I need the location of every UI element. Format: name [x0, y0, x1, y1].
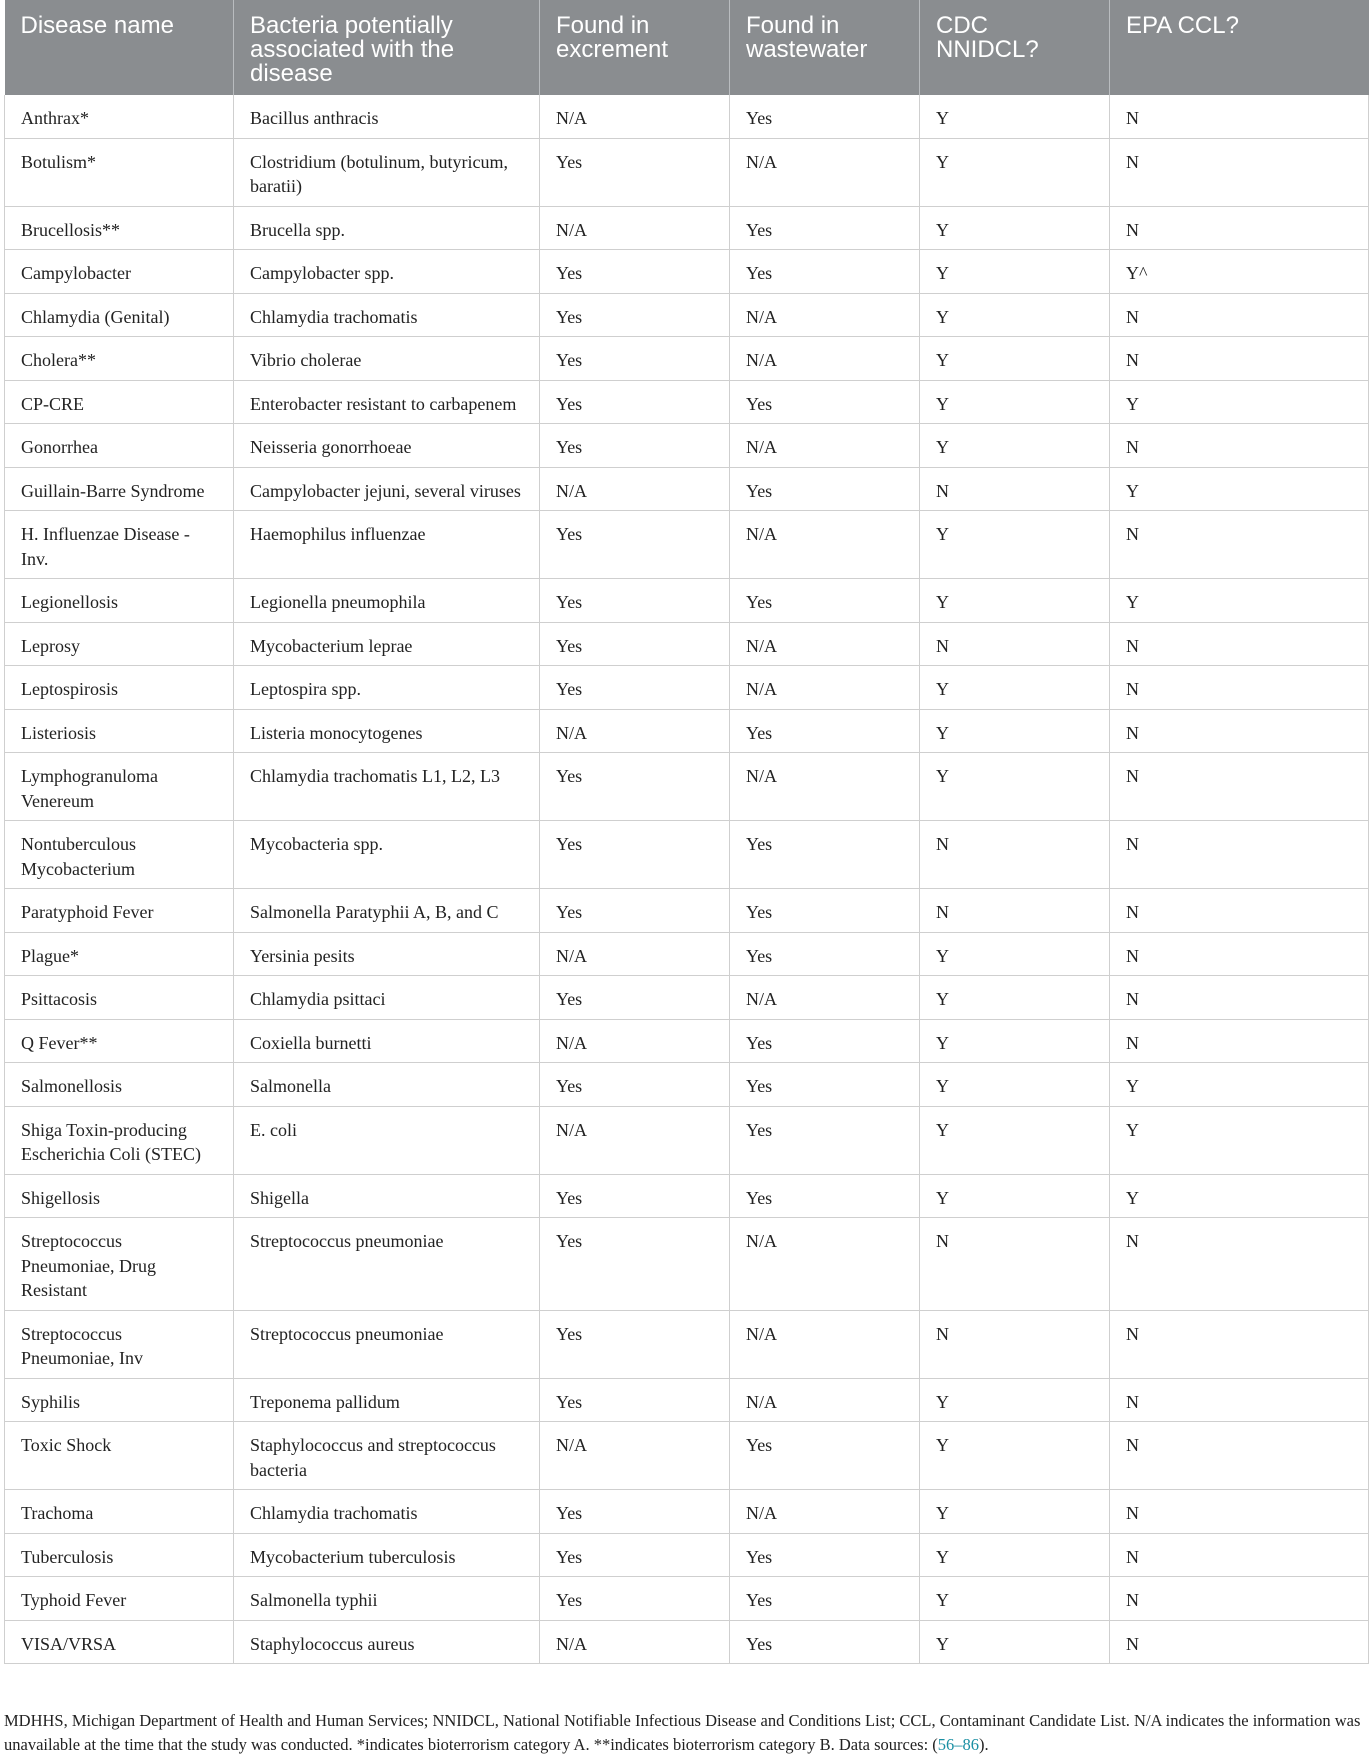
- excrement-cell: Yes: [540, 511, 730, 579]
- table-row: [5, 1218, 1369, 1311]
- cdc-nnidcl-cell: Y: [920, 1174, 1110, 1218]
- epa-ccl-cell: N: [1110, 1019, 1369, 1063]
- epa-ccl-cell: Y: [1110, 1063, 1369, 1107]
- bacteria-cell: Chlamydia trachomatis: [234, 293, 540, 337]
- disease-name-cell: Nontuberculous Mycobacterium: [5, 821, 234, 889]
- wastewater-cell: Yes: [730, 380, 920, 424]
- wastewater-cell: Yes: [730, 95, 920, 138]
- disease-name-cell: Brucellosis**: [5, 206, 234, 250]
- excrement-cell: Yes: [540, 753, 730, 821]
- wastewater-cell: N/A: [730, 511, 920, 579]
- disease-name-cell: VISA/VRSA: [5, 1620, 234, 1664]
- disease-name-cell: Q Fever**: [5, 1019, 234, 1063]
- disease-name-cell: Listeriosis: [5, 709, 234, 753]
- excrement-cell: Yes: [540, 250, 730, 294]
- header-found-in-excrement: Found in excrement: [540, 0, 730, 95]
- table-row: [5, 666, 1369, 710]
- table-row: [5, 293, 1369, 337]
- disease-name-cell: Shigellosis: [5, 1174, 234, 1218]
- excrement-cell: N/A: [540, 1019, 730, 1063]
- excrement-cell: Yes: [540, 579, 730, 623]
- table-row: [5, 1490, 1369, 1534]
- epa-ccl-cell: Y: [1110, 1106, 1369, 1174]
- wastewater-cell: N/A: [730, 976, 920, 1020]
- excrement-cell: Yes: [540, 622, 730, 666]
- epa-ccl-cell: N: [1110, 95, 1369, 138]
- disease-name-cell: Guillain-Barre Syndrome: [5, 467, 234, 511]
- epa-ccl-cell: Y^: [1110, 250, 1369, 294]
- cdc-nnidcl-cell: Y: [920, 1422, 1110, 1490]
- bacteria-cell: Streptococcus pneumoniae: [234, 1218, 540, 1311]
- table-header: [5, 0, 1369, 95]
- bacteria-cell: Staphylococcus aureus: [234, 1620, 540, 1664]
- epa-ccl-cell: N: [1110, 138, 1369, 206]
- disease-name-cell: Leprosy: [5, 622, 234, 666]
- excrement-cell: Yes: [540, 889, 730, 933]
- bacteria-cell: Yersinia pesits: [234, 932, 540, 976]
- epa-ccl-cell: N: [1110, 1378, 1369, 1422]
- epa-ccl-cell: N: [1110, 666, 1369, 710]
- table-row: [5, 467, 1369, 511]
- bacteria-cell: Mycobacteria spp.: [234, 821, 540, 889]
- table-footnote: [4, 1709, 1368, 1757]
- table-row: [5, 1019, 1369, 1063]
- excrement-cell: N/A: [540, 95, 730, 138]
- epa-ccl-cell: N: [1110, 889, 1369, 933]
- disease-name-cell: Legionellosis: [5, 579, 234, 623]
- bacteria-cell: Bacillus anthracis: [234, 95, 540, 138]
- cdc-nnidcl-cell: Y: [920, 380, 1110, 424]
- wastewater-cell: Yes: [730, 1422, 920, 1490]
- epa-ccl-cell: Y: [1110, 380, 1369, 424]
- disease-name-cell: Lymphogranuloma Venereum: [5, 753, 234, 821]
- disease-name-cell: Shiga Toxin-producing Escherichia Coli (STEC): [5, 1106, 234, 1174]
- excrement-cell: Yes: [540, 1378, 730, 1422]
- disease-name-cell: Plague*: [5, 932, 234, 976]
- table-row: [5, 95, 1369, 138]
- epa-ccl-cell: N: [1110, 976, 1369, 1020]
- header-row: [5, 0, 1369, 95]
- cdc-nnidcl-cell: Y: [920, 1620, 1110, 1664]
- epa-ccl-cell: Y: [1110, 1174, 1369, 1218]
- disease-name-cell: Typhoid Fever: [5, 1577, 234, 1621]
- wastewater-cell: Yes: [730, 250, 920, 294]
- wastewater-cell: N/A: [730, 337, 920, 381]
- epa-ccl-cell: N: [1110, 753, 1369, 821]
- cdc-nnidcl-cell: Y: [920, 1378, 1110, 1422]
- excrement-cell: Yes: [540, 1174, 730, 1218]
- bacteria-cell: Staphylococcus and streptococcus bacteria: [234, 1422, 540, 1490]
- table-row: [5, 337, 1369, 381]
- table-body: [5, 95, 1369, 1664]
- wastewater-cell: Yes: [730, 1620, 920, 1664]
- cdc-nnidcl-cell: Y: [920, 753, 1110, 821]
- table-row: [5, 1422, 1369, 1490]
- table-row: [5, 976, 1369, 1020]
- table-row: [5, 1577, 1369, 1621]
- wastewater-cell: Yes: [730, 1063, 920, 1107]
- wastewater-cell: N/A: [730, 1378, 920, 1422]
- epa-ccl-cell: N: [1110, 1490, 1369, 1534]
- disease-name-cell: Streptococcus Pneumoniae, Inv: [5, 1310, 234, 1378]
- table-row: [5, 250, 1369, 294]
- excrement-cell: Yes: [540, 337, 730, 381]
- disease-name-cell: Trachoma: [5, 1490, 234, 1534]
- disease-name-cell: Cholera**: [5, 337, 234, 381]
- cdc-nnidcl-cell: Y: [920, 1063, 1110, 1107]
- table-row: [5, 1174, 1369, 1218]
- bacteria-cell: Coxiella burnetti: [234, 1019, 540, 1063]
- epa-ccl-cell: N: [1110, 1577, 1369, 1621]
- excrement-cell: Yes: [540, 1533, 730, 1577]
- bacteria-cell: Campylobacter spp.: [234, 250, 540, 294]
- cdc-nnidcl-cell: Y: [920, 579, 1110, 623]
- table-row: [5, 1310, 1369, 1378]
- epa-ccl-cell: N: [1110, 821, 1369, 889]
- bacteria-cell: Mycobacterium leprae: [234, 622, 540, 666]
- cdc-nnidcl-cell: Y: [920, 424, 1110, 468]
- epa-ccl-cell: Y: [1110, 579, 1369, 623]
- cdc-nnidcl-cell: Y: [920, 337, 1110, 381]
- excrement-cell: Yes: [540, 424, 730, 468]
- cdc-nnidcl-cell: Y: [920, 1106, 1110, 1174]
- excrement-cell: Yes: [540, 138, 730, 206]
- bacteria-cell: Clostridium (botulinum, butyricum, baratii): [234, 138, 540, 206]
- disease-name-cell: CP-CRE: [5, 380, 234, 424]
- wastewater-cell: Yes: [730, 1019, 920, 1063]
- cdc-nnidcl-cell: Y: [920, 1577, 1110, 1621]
- excrement-cell: Yes: [540, 976, 730, 1020]
- cdc-nnidcl-cell: Y: [920, 1019, 1110, 1063]
- bacteria-cell: Mycobacterium tuberculosis: [234, 1533, 540, 1577]
- bacteria-cell: Chlamydia trachomatis L1, L2, L3: [234, 753, 540, 821]
- wastewater-cell: N/A: [730, 666, 920, 710]
- disease-name-cell: Campylobacter: [5, 250, 234, 294]
- cdc-nnidcl-cell: Y: [920, 138, 1110, 206]
- excrement-cell: N/A: [540, 467, 730, 511]
- bacteria-cell: Campylobacter jejuni, several viruses: [234, 467, 540, 511]
- disease-name-cell: Paratyphoid Fever: [5, 889, 234, 933]
- wastewater-cell: N/A: [730, 1218, 920, 1311]
- table-row: [5, 753, 1369, 821]
- bacteria-cell: Enterobacter resistant to carbapenem: [234, 380, 540, 424]
- disease-name-cell: Tuberculosis: [5, 1533, 234, 1577]
- header-found-in-wastewater: Found in wastewater: [730, 0, 920, 95]
- excrement-cell: N/A: [540, 1422, 730, 1490]
- disease-name-cell: Salmonellosis: [5, 1063, 234, 1107]
- bacteria-cell: E. coli: [234, 1106, 540, 1174]
- cdc-nnidcl-cell: Y: [920, 666, 1110, 710]
- excrement-cell: Yes: [540, 293, 730, 337]
- disease-name-cell: Leptospirosis: [5, 666, 234, 710]
- wastewater-cell: Yes: [730, 1577, 920, 1621]
- excrement-cell: Yes: [540, 1490, 730, 1534]
- table-row: [5, 622, 1369, 666]
- disease-name-cell: H. Influenzae Disease - Inv.: [5, 511, 234, 579]
- table-row: [5, 424, 1369, 468]
- table-row: [5, 1378, 1369, 1422]
- table-row: [5, 206, 1369, 250]
- cdc-nnidcl-cell: N: [920, 1218, 1110, 1311]
- bacteria-cell: Streptococcus pneumoniae: [234, 1310, 540, 1378]
- table-row: [5, 1063, 1369, 1107]
- table-row: [5, 380, 1369, 424]
- table-row: [5, 821, 1369, 889]
- cdc-nnidcl-cell: Y: [920, 976, 1110, 1020]
- disease-name-cell: Gonorrhea: [5, 424, 234, 468]
- table-row: [5, 709, 1369, 753]
- wastewater-cell: N/A: [730, 1310, 920, 1378]
- cdc-nnidcl-cell: Y: [920, 709, 1110, 753]
- wastewater-cell: Yes: [730, 932, 920, 976]
- wastewater-cell: Yes: [730, 579, 920, 623]
- epa-ccl-cell: N: [1110, 424, 1369, 468]
- wastewater-cell: N/A: [730, 1490, 920, 1534]
- excrement-cell: Yes: [540, 1063, 730, 1107]
- cdc-nnidcl-cell: N: [920, 622, 1110, 666]
- epa-ccl-cell: N: [1110, 206, 1369, 250]
- disease-name-cell: Chlamydia (Genital): [5, 293, 234, 337]
- bacteria-cell: Salmonella typhii: [234, 1577, 540, 1621]
- epa-ccl-cell: Y: [1110, 467, 1369, 511]
- table-row: [5, 1106, 1369, 1174]
- cdc-nnidcl-cell: N: [920, 821, 1110, 889]
- excrement-cell: Yes: [540, 380, 730, 424]
- table-row: [5, 138, 1369, 206]
- bacteria-cell: Shigella: [234, 1174, 540, 1218]
- table-row: [5, 1620, 1369, 1664]
- bacteria-cell: Chlamydia psittaci: [234, 976, 540, 1020]
- disease-name-cell: Botulism*: [5, 138, 234, 206]
- wastewater-cell: N/A: [730, 622, 920, 666]
- wastewater-cell: N/A: [730, 293, 920, 337]
- epa-ccl-cell: N: [1110, 932, 1369, 976]
- table-row: [5, 889, 1369, 933]
- wastewater-cell: Yes: [730, 821, 920, 889]
- disease-name-cell: Psittacosis: [5, 976, 234, 1020]
- cdc-nnidcl-cell: N: [920, 889, 1110, 933]
- excrement-cell: Yes: [540, 821, 730, 889]
- header-disease-name: Disease name: [5, 0, 234, 95]
- bacteria-cell: Salmonella Paratyphii A, B, and C: [234, 889, 540, 933]
- bacteria-cell: Chlamydia trachomatis: [234, 1490, 540, 1534]
- cdc-nnidcl-cell: Y: [920, 511, 1110, 579]
- footnote-text-end: ).: [979, 1735, 989, 1754]
- epa-ccl-cell: N: [1110, 337, 1369, 381]
- epa-ccl-cell: N: [1110, 1422, 1369, 1490]
- wastewater-cell: Yes: [730, 1533, 920, 1577]
- bacteria-cell: Legionella pneumophila: [234, 579, 540, 623]
- cdc-nnidcl-cell: N: [920, 467, 1110, 511]
- footnote-text: MDHHS, Michigan Department of Health and Human Services; NNIDCL, National Notifiable Infectious Disease and Conditions List; CCL, Contaminant Candidate List. N/A indicates the information was unavailable at the time that the study was conducted. *indicates bioterrorism category A. **indicates bioterrorism category B. Data sources: (: [4, 1711, 1361, 1754]
- wastewater-cell: Yes: [730, 206, 920, 250]
- header-bacteria: Bacteria potentially associated with the disease: [234, 0, 540, 95]
- bacteria-cell: Vibrio cholerae: [234, 337, 540, 381]
- cdc-nnidcl-cell: N: [920, 1310, 1110, 1378]
- excrement-cell: N/A: [540, 1620, 730, 1664]
- excrement-cell: N/A: [540, 1106, 730, 1174]
- excrement-cell: Yes: [540, 1310, 730, 1378]
- table-row: [5, 1533, 1369, 1577]
- disease-name-cell: Syphilis: [5, 1378, 234, 1422]
- epa-ccl-cell: N: [1110, 1533, 1369, 1577]
- wastewater-cell: N/A: [730, 753, 920, 821]
- cdc-nnidcl-cell: Y: [920, 95, 1110, 138]
- wastewater-cell: Yes: [730, 1174, 920, 1218]
- excrement-cell: Yes: [540, 1577, 730, 1621]
- wastewater-cell: N/A: [730, 424, 920, 468]
- wastewater-cell: Yes: [730, 1106, 920, 1174]
- excrement-cell: N/A: [540, 932, 730, 976]
- epa-ccl-cell: N: [1110, 293, 1369, 337]
- epa-ccl-cell: N: [1110, 1620, 1369, 1664]
- disease-name-cell: Anthrax*: [5, 95, 234, 138]
- cdc-nnidcl-cell: Y: [920, 206, 1110, 250]
- table-container: [4, 0, 1368, 1664]
- epa-ccl-cell: N: [1110, 709, 1369, 753]
- bacteria-disease-table: [4, 0, 1369, 1664]
- header-cdc-nnidcl: CDC NNIDCL?: [920, 0, 1110, 95]
- cdc-nnidcl-cell: Y: [920, 250, 1110, 294]
- epa-ccl-cell: N: [1110, 1218, 1369, 1311]
- cdc-nnidcl-cell: Y: [920, 932, 1110, 976]
- excrement-cell: Yes: [540, 666, 730, 710]
- header-epa-ccl: EPA CCL?: [1110, 0, 1369, 95]
- bacteria-cell: Leptospira spp.: [234, 666, 540, 710]
- wastewater-cell: Yes: [730, 889, 920, 933]
- epa-ccl-cell: N: [1110, 511, 1369, 579]
- bacteria-cell: Brucella spp.: [234, 206, 540, 250]
- footnote-citation-link[interactable]: 56–86: [937, 1735, 980, 1754]
- bacteria-cell: Treponema pallidum: [234, 1378, 540, 1422]
- bacteria-cell: Listeria monocytogenes: [234, 709, 540, 753]
- epa-ccl-cell: N: [1110, 1310, 1369, 1378]
- bacteria-cell: Haemophilus influenzae: [234, 511, 540, 579]
- table-row: [5, 511, 1369, 579]
- epa-ccl-cell: N: [1110, 622, 1369, 666]
- disease-name-cell: Streptococcus Pneumoniae, Drug Resistant: [5, 1218, 234, 1311]
- excrement-cell: Yes: [540, 1218, 730, 1311]
- cdc-nnidcl-cell: Y: [920, 1533, 1110, 1577]
- table-row: [5, 932, 1369, 976]
- excrement-cell: N/A: [540, 709, 730, 753]
- table-row: [5, 579, 1369, 623]
- bacteria-cell: Neisseria gonorrhoeae: [234, 424, 540, 468]
- cdc-nnidcl-cell: Y: [920, 1490, 1110, 1534]
- cdc-nnidcl-cell: Y: [920, 293, 1110, 337]
- wastewater-cell: Yes: [730, 467, 920, 511]
- disease-name-cell: Toxic Shock: [5, 1422, 234, 1490]
- wastewater-cell: Yes: [730, 709, 920, 753]
- excrement-cell: N/A: [540, 206, 730, 250]
- wastewater-cell: N/A: [730, 138, 920, 206]
- bacteria-cell: Salmonella: [234, 1063, 540, 1107]
